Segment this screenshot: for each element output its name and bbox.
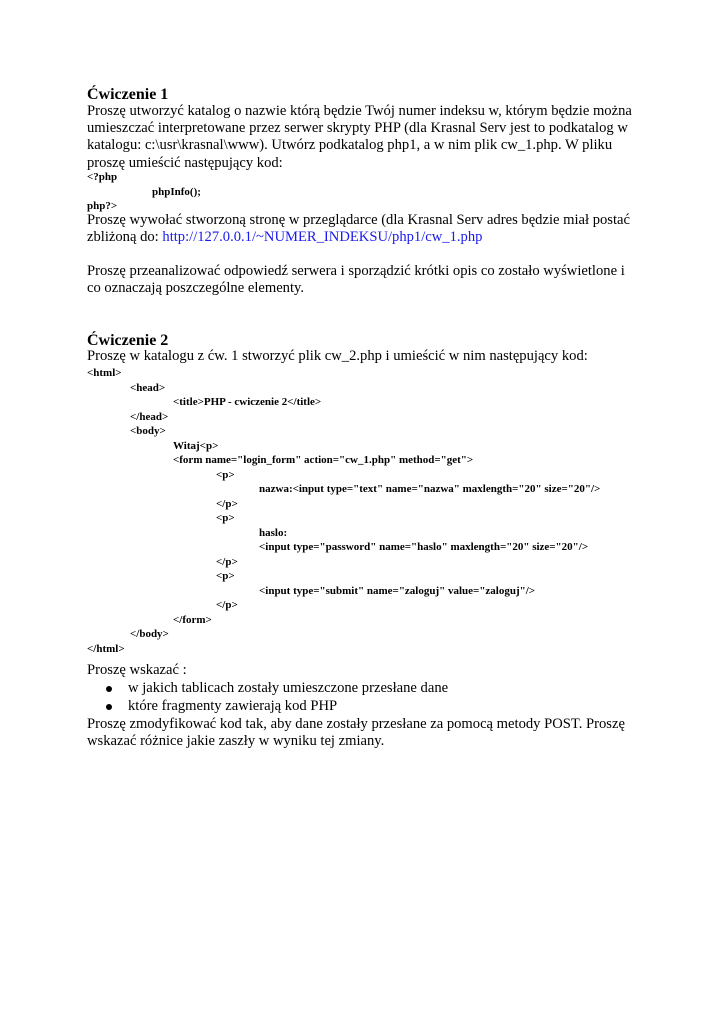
list-item	[87, 680, 448, 698]
code-line: </body>	[130, 628, 169, 640]
bullet-icon	[106, 704, 112, 710]
code-line: <input type="password" name="haslo" maxlength="20" size="20"/>	[259, 541, 589, 553]
text-line: katalogu: c:\usr\krasnal\www). Utwórz podkatalog php1, a w nim plik cw_1.php. W pliku	[87, 137, 613, 154]
text-line: Proszę przeanalizować odpowiedź serwera i sporządzić krótki opis co zostało wyświetlone i	[87, 263, 625, 279]
text-line: Proszę wskazać :	[87, 662, 187, 678]
code-line: </p>	[216, 599, 238, 611]
text-line: Proszę zmodyfikować kod tak, aby dane zostały przesłane za pomocą metody POST. Proszę	[87, 716, 625, 732]
code-line: </p>	[216, 497, 238, 510]
exercise-1-code	[87, 170, 201, 214]
code-line: <title>PHP - cwiczenie 2</title>	[173, 396, 322, 408]
code-line: <body>	[130, 425, 166, 437]
exercise-1-analyze	[87, 263, 647, 297]
text-line	[87, 229, 647, 246]
text-line: co oznaczają poszczególne elementy.	[87, 280, 305, 297]
code-line: Witaj<p>	[173, 439, 219, 452]
code-line: php?>	[87, 200, 118, 212]
code-line: phpInfo();	[130, 185, 201, 198]
text-line: Proszę utworzyć katalog o nazwie którą będzie Twój numer indeksu w, którym będzie można	[87, 103, 632, 119]
code-line: <html>	[87, 367, 122, 379]
list-item-text: w jakich tablicach zostały umieszczone przesłane dane	[128, 680, 449, 696]
list-item	[87, 698, 448, 716]
exercise-2-ask	[87, 662, 647, 679]
code-line: </html>	[87, 642, 125, 655]
code-line: <input type="submit" name="zaloguj" value="zaloguj"/>	[259, 584, 536, 597]
text-line: umieszczać interpretowane przez serwer skrypty PHP (dla Krasnal Serv jest to podkatalog w	[87, 120, 628, 137]
code-line: <p>	[216, 512, 235, 524]
text-line: wskazać różnice jakie zaszły w wyniku tej zmiany.	[87, 733, 385, 750]
code-line: </head>	[130, 410, 169, 423]
code-line: <head>	[130, 381, 166, 394]
code-line: <form name="login_form" action="cw_1.php" method="get">	[173, 454, 474, 466]
list-item-text: które fragmenty zawierają kod PHP	[128, 697, 338, 714]
exercise-2-intro	[87, 348, 647, 365]
code-line: </p>	[216, 555, 238, 568]
text-line: Proszę wywołać stworzoną stronę w przeglądarce (dla Krasnal Serv adres będzie miał postać	[87, 212, 630, 228]
url-link[interactable]: http://127.0.0.1/~NUMER_INDEKSU/php1/cw_1.php	[162, 229, 483, 246]
code-line: haslo:	[259, 526, 288, 539]
code-line: <p>	[216, 570, 235, 582]
text-line: proszę umieścić następujący kod:	[87, 154, 283, 171]
exercise-2-modify	[87, 716, 647, 750]
exercise-1-intro	[87, 103, 647, 172]
bullet-icon	[106, 686, 112, 692]
text-line: Proszę w katalogu z ćw. 1 stworzyć plik cw_2.php i umieścić w nim następujący kod:	[87, 348, 588, 364]
exercise-1-title: Ćwiczenie 1	[87, 86, 169, 103]
code-line: <p>	[216, 468, 235, 481]
exercise-2-code	[87, 366, 600, 656]
exercise-2-title: Ćwiczenie 2	[87, 332, 169, 349]
code-line: nazwa:<input type="text" name="nazwa" maxlength="20" size="20"/>	[259, 483, 601, 495]
exercise-1-call-instruction	[87, 212, 647, 246]
code-line: <?php	[87, 171, 118, 183]
code-line: </form>	[173, 613, 212, 626]
bullet-list	[87, 680, 448, 715]
text-fragment: zbliżoną do:	[87, 229, 163, 246]
